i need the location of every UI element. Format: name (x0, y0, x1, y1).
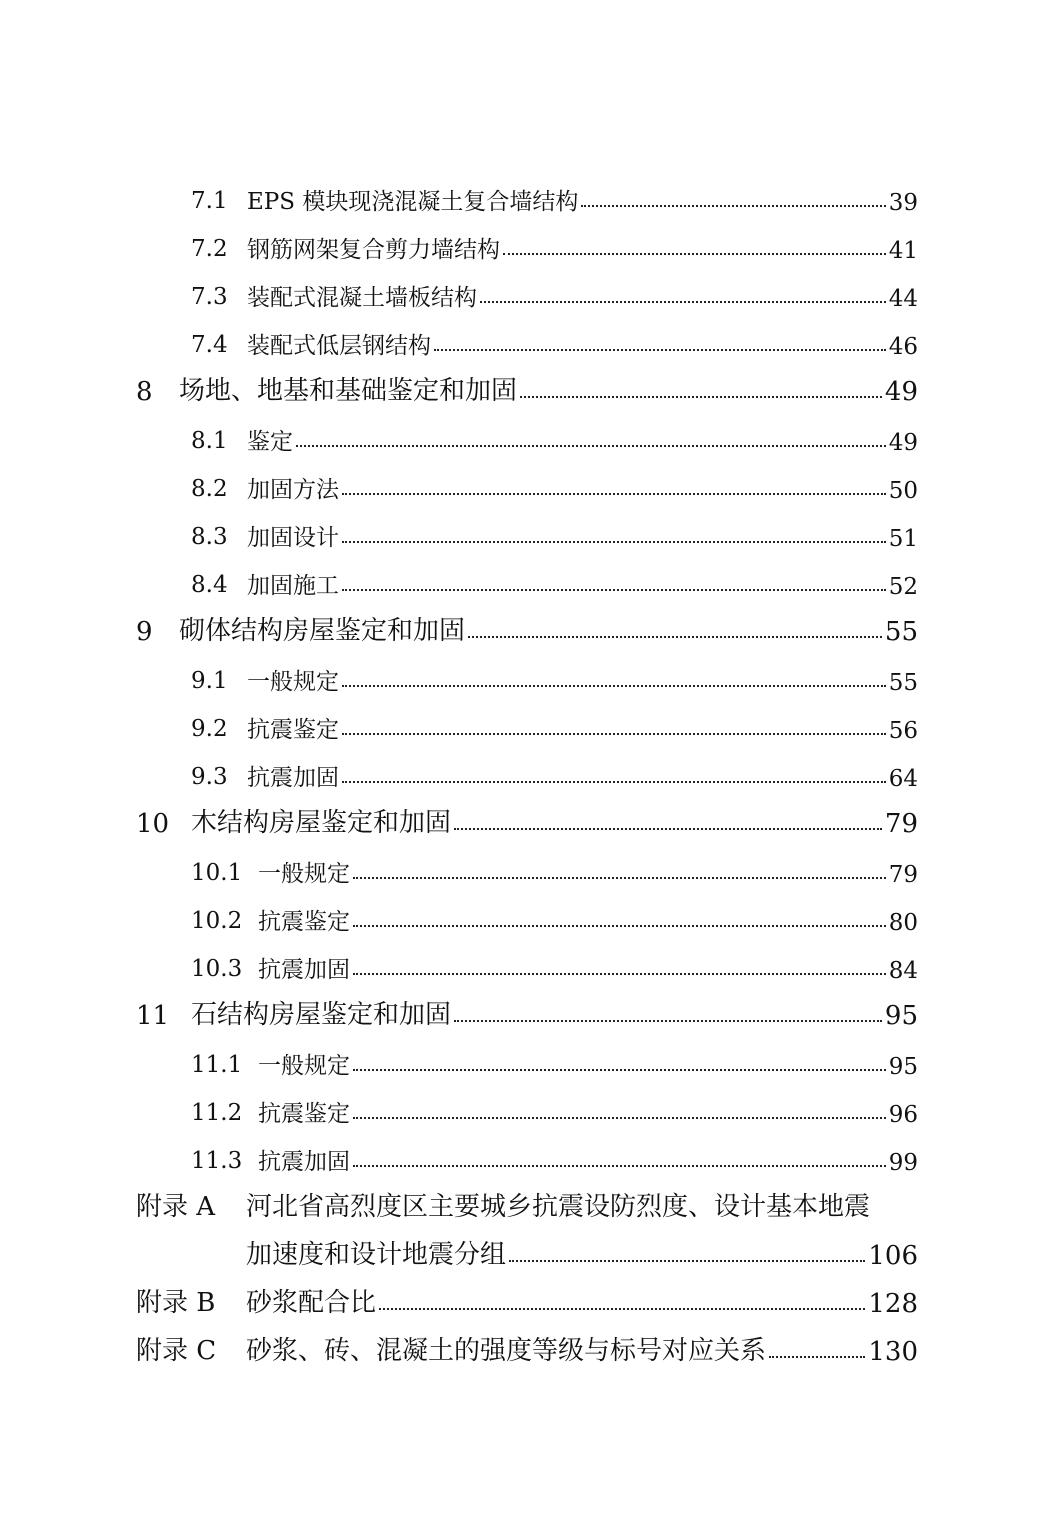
page-number: 128 (868, 1289, 918, 1319)
dot-leader (342, 685, 886, 687)
section-title: 抗震鉴定 (247, 717, 339, 743)
toc-chapter-10[interactable] (0, 799, 1058, 839)
toc-entry-7-4[interactable] (0, 320, 1058, 360)
toc-entry-11-2[interactable] (0, 1088, 1058, 1128)
section-title: 抗震鉴定 (258, 1101, 350, 1127)
dot-leader (353, 1165, 886, 1167)
toc-entry-9-3[interactable] (0, 752, 1058, 792)
toc-entry-9-1[interactable] (0, 656, 1058, 696)
chapter-number: 9 (136, 617, 153, 647)
chapter-title: 场地、地基和基础鉴定和加固 (179, 376, 518, 406)
toc-chapter-8[interactable] (0, 367, 1058, 407)
section-number: 8.2 (191, 476, 228, 502)
dot-leader (342, 589, 886, 591)
appendix-title-line1: 河北省高烈度区主要城乡抗震设防烈度、设计基本地震 (246, 1192, 871, 1222)
section-number: 8.1 (191, 428, 228, 454)
toc-entry-9-2[interactable] (0, 704, 1058, 744)
toc-entry-7-3[interactable] (0, 272, 1058, 312)
dot-leader (454, 1020, 882, 1022)
dot-leader (581, 205, 885, 207)
dot-leader (379, 1308, 865, 1310)
dot-leader (353, 925, 886, 927)
section-title: 装配式混凝土墙板结构 (247, 285, 477, 311)
toc-appendix-a[interactable] (0, 1183, 1058, 1223)
chapter-title: 砌体结构房屋鉴定和加固 (179, 616, 466, 646)
dot-leader (468, 636, 882, 638)
dot-leader (342, 733, 886, 735)
toc-chapter-11[interactable] (0, 991, 1058, 1031)
section-title: 加固设计 (247, 525, 339, 551)
chapter-number: 8 (136, 377, 153, 407)
dot-leader (353, 877, 886, 879)
toc-entry-8-2[interactable] (0, 464, 1058, 504)
page-number: 95 (888, 1054, 918, 1080)
dot-leader (434, 349, 886, 351)
page-number: 130 (868, 1337, 918, 1367)
section-number: 9.2 (191, 716, 228, 742)
section-number: 8.3 (191, 524, 228, 550)
section-title: 加固方法 (247, 477, 339, 503)
dot-leader (509, 1260, 865, 1262)
section-title: 抗震加固 (247, 765, 339, 791)
toc-entry-11-1[interactable] (0, 1040, 1058, 1080)
toc-entry-8-1[interactable] (0, 416, 1058, 456)
section-number: 9.1 (191, 668, 228, 694)
page-number: 51 (888, 526, 918, 552)
chapter-number: 10 (136, 809, 170, 839)
section-number: 10.1 (191, 860, 243, 886)
dot-leader (353, 1069, 886, 1071)
dot-leader (342, 541, 886, 543)
section-title: 抗震加固 (258, 1149, 350, 1175)
appendix-label: 附录 C (136, 1336, 217, 1366)
section-number: 11.1 (191, 1052, 243, 1078)
section-title: 一般规定 (247, 669, 339, 695)
dot-leader (342, 493, 886, 495)
toc-entry-10-1[interactable] (0, 848, 1058, 888)
dot-leader (296, 445, 886, 447)
section-number: 7.3 (191, 284, 228, 310)
chapter-number: 11 (136, 1001, 170, 1031)
page-number: 41 (888, 238, 918, 264)
dot-leader (353, 1117, 886, 1119)
section-title: 一般规定 (258, 1053, 350, 1079)
toc-entry-7-1[interactable] (0, 176, 1058, 216)
section-number: 7.2 (191, 236, 228, 262)
page-number: 50 (888, 478, 918, 504)
page-number: 49 (888, 430, 918, 456)
section-number: 11.2 (191, 1100, 243, 1126)
appendix-title: 砂浆配合比 (246, 1288, 377, 1318)
page-number: 52 (888, 574, 918, 600)
dot-leader (520, 396, 882, 398)
section-title: 一般规定 (258, 861, 350, 887)
page-number: 56 (888, 718, 918, 744)
appendix-label: 附录 B (136, 1288, 216, 1318)
appendix-title: 砂浆、砖、混凝土的强度等级与标号对应关系 (246, 1336, 767, 1366)
page-number: 96 (888, 1102, 918, 1128)
section-number: 9.3 (191, 764, 228, 790)
appendix-label: 附录 A (136, 1192, 216, 1222)
page-number: 55 (888, 670, 918, 696)
chapter-title: 石结构房屋鉴定和加固 (191, 1000, 452, 1030)
section-number: 10.3 (191, 956, 243, 982)
toc-appendix-c[interactable] (0, 1327, 1058, 1367)
page-number: 46 (888, 334, 918, 360)
section-title: 抗震鉴定 (258, 909, 350, 935)
page-number: 79 (884, 809, 918, 839)
toc-chapter-9[interactable] (0, 607, 1058, 647)
toc-entry-11-3[interactable] (0, 1136, 1058, 1176)
dot-leader (454, 828, 882, 830)
dot-leader (503, 253, 886, 255)
page-number: 79 (888, 862, 918, 888)
appendix-title-line2: 加速度和设计地震分组 (246, 1240, 507, 1270)
page-number: 80 (888, 910, 918, 936)
page-number: 39 (888, 190, 918, 216)
dot-leader (480, 301, 886, 303)
toc-appendix-a-cont[interactable] (0, 1231, 1058, 1271)
section-number: 8.4 (191, 572, 228, 598)
page-number: 44 (888, 286, 918, 312)
toc-entry-10-3[interactable] (0, 944, 1058, 984)
section-title: 加固施工 (247, 573, 339, 599)
section-number: 11.3 (191, 1148, 243, 1174)
section-title: 抗震加固 (258, 957, 350, 983)
toc-entry-8-4[interactable] (0, 560, 1058, 600)
dot-leader (353, 973, 886, 975)
chapter-title: 木结构房屋鉴定和加固 (191, 808, 452, 838)
section-title: 钢筋网架复合剪力墙结构 (247, 237, 500, 263)
page-number: 95 (884, 1001, 918, 1031)
section-title: EPS 模块现浇混凝土复合墙结构 (247, 189, 579, 215)
page-number: 64 (888, 766, 918, 792)
toc-entry-7-2[interactable] (0, 224, 1058, 264)
page-number: 84 (888, 958, 918, 984)
page-number: 106 (868, 1241, 918, 1271)
section-number: 7.4 (191, 332, 228, 358)
toc-appendix-b[interactable] (0, 1279, 1058, 1319)
dot-leader (769, 1356, 865, 1358)
page-number: 99 (888, 1150, 918, 1176)
section-number: 10.2 (191, 908, 243, 934)
toc-entry-8-3[interactable] (0, 512, 1058, 552)
section-title: 装配式低层钢结构 (247, 333, 431, 359)
dot-leader (342, 781, 886, 783)
toc-entry-10-2[interactable] (0, 896, 1058, 936)
page-number: 49 (884, 377, 918, 407)
page-number: 55 (884, 617, 918, 647)
section-number: 7.1 (191, 188, 228, 214)
section-title: 鉴定 (247, 429, 293, 455)
